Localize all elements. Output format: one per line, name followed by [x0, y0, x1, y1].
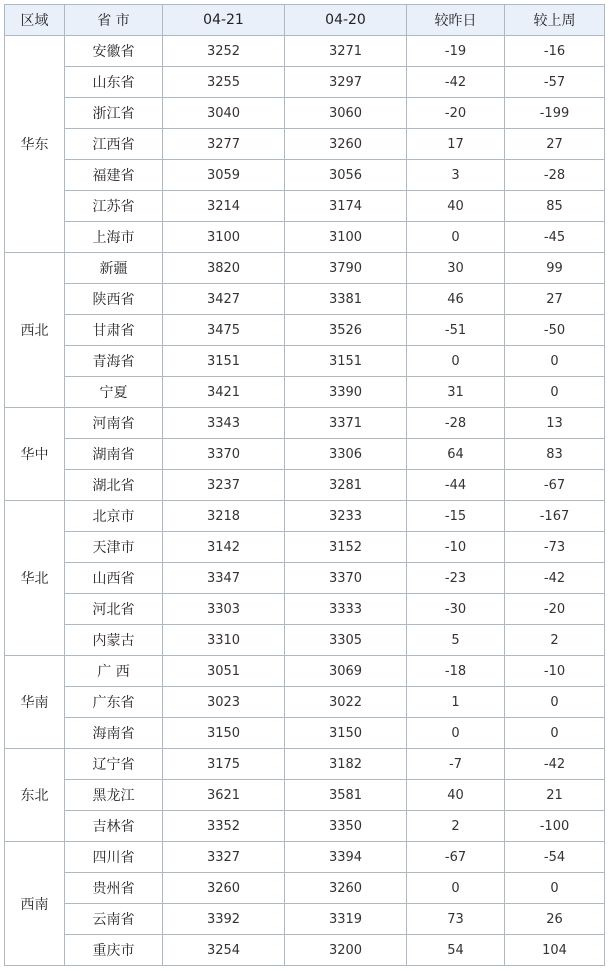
cell-change-vs-last-week: 13	[505, 408, 605, 439]
cell-province: 北京市	[65, 501, 163, 532]
cell-change-vs-yesterday: -10	[407, 532, 505, 563]
cell-region: 西南	[5, 842, 65, 966]
cell-price-date-1: 3142	[163, 532, 285, 563]
cell-price-date-2: 3260	[285, 129, 407, 160]
cell-price-date-1: 3252	[163, 36, 285, 67]
cell-change-vs-yesterday: 40	[407, 191, 505, 222]
cell-price-date-1: 3343	[163, 408, 285, 439]
cell-price-date-1: 3040	[163, 98, 285, 129]
cell-change-vs-last-week: -16	[505, 36, 605, 67]
cell-price-date-1: 3100	[163, 222, 285, 253]
cell-region: 华南	[5, 656, 65, 749]
cell-province: 四川省	[65, 842, 163, 873]
cell-province: 甘肃省	[65, 315, 163, 346]
cell-change-vs-last-week: -100	[505, 811, 605, 842]
cell-price-date-1: 3023	[163, 687, 285, 718]
cell-province: 广 西	[65, 656, 163, 687]
cell-change-vs-yesterday: 2	[407, 811, 505, 842]
cell-price-date-2: 3056	[285, 160, 407, 191]
cell-change-vs-yesterday: 0	[407, 718, 505, 749]
cell-price-date-2: 3182	[285, 749, 407, 780]
cell-province: 黑龙江	[65, 780, 163, 811]
cell-price-date-1: 3303	[163, 594, 285, 625]
cell-price-date-2: 3350	[285, 811, 407, 842]
cell-change-vs-last-week: 104	[505, 935, 605, 966]
cell-change-vs-last-week: -199	[505, 98, 605, 129]
cell-province: 天津市	[65, 532, 163, 563]
cell-change-vs-last-week: -45	[505, 222, 605, 253]
cell-price-date-1: 3254	[163, 935, 285, 966]
cell-price-date-2: 3150	[285, 718, 407, 749]
table-row	[5, 36, 605, 67]
cell-change-vs-yesterday: 0	[407, 222, 505, 253]
header-date-1: 04-21	[163, 5, 285, 36]
cell-price-date-2: 3371	[285, 408, 407, 439]
cell-change-vs-last-week: 27	[505, 284, 605, 315]
cell-province: 河南省	[65, 408, 163, 439]
cell-change-vs-last-week: 2	[505, 625, 605, 656]
cell-price-date-1: 3421	[163, 377, 285, 408]
cell-price-date-1: 3214	[163, 191, 285, 222]
cell-change-vs-yesterday: 73	[407, 904, 505, 935]
cell-province: 浙江省	[65, 98, 163, 129]
cell-price-date-1: 3347	[163, 563, 285, 594]
cell-change-vs-yesterday: 31	[407, 377, 505, 408]
cell-province: 安徽省	[65, 36, 163, 67]
table-row	[5, 129, 605, 160]
cell-region: 西北	[5, 253, 65, 408]
cell-change-vs-last-week: 0	[505, 346, 605, 377]
cell-province: 海南省	[65, 718, 163, 749]
table-row	[5, 563, 605, 594]
cell-change-vs-yesterday: 40	[407, 780, 505, 811]
table-row	[5, 811, 605, 842]
table-row	[5, 67, 605, 98]
cell-change-vs-last-week: 0	[505, 687, 605, 718]
cell-price-date-2: 3022	[285, 687, 407, 718]
cell-price-date-2: 3333	[285, 594, 407, 625]
cell-change-vs-yesterday: -19	[407, 36, 505, 67]
table-row	[5, 904, 605, 935]
cell-change-vs-last-week: -42	[505, 749, 605, 780]
cell-price-date-2: 3306	[285, 439, 407, 470]
cell-price-date-1: 3427	[163, 284, 285, 315]
table-row	[5, 842, 605, 873]
table-row	[5, 377, 605, 408]
cell-price-date-1: 3277	[163, 129, 285, 160]
table-row	[5, 315, 605, 346]
cell-change-vs-last-week: 26	[505, 904, 605, 935]
cell-change-vs-yesterday: 5	[407, 625, 505, 656]
cell-price-date-2: 3790	[285, 253, 407, 284]
cell-province: 陕西省	[65, 284, 163, 315]
table-row	[5, 687, 605, 718]
cell-change-vs-last-week: -67	[505, 470, 605, 501]
cell-price-date-2: 3233	[285, 501, 407, 532]
cell-change-vs-last-week: -10	[505, 656, 605, 687]
table-row	[5, 253, 605, 284]
table-row	[5, 718, 605, 749]
cell-change-vs-last-week: 27	[505, 129, 605, 160]
cell-price-date-2: 3526	[285, 315, 407, 346]
cell-change-vs-yesterday: -30	[407, 594, 505, 625]
cell-change-vs-yesterday: -23	[407, 563, 505, 594]
cell-change-vs-yesterday: 30	[407, 253, 505, 284]
cell-change-vs-last-week: -20	[505, 594, 605, 625]
cell-change-vs-last-week: -54	[505, 842, 605, 873]
cell-province: 新疆	[65, 253, 163, 284]
cell-change-vs-last-week: -167	[505, 501, 605, 532]
cell-change-vs-last-week: -28	[505, 160, 605, 191]
table-header	[5, 5, 605, 36]
cell-change-vs-yesterday: -51	[407, 315, 505, 346]
cell-change-vs-yesterday: -7	[407, 749, 505, 780]
table-row	[5, 408, 605, 439]
table-row	[5, 501, 605, 532]
cell-price-date-2: 3200	[285, 935, 407, 966]
cell-price-date-1: 3151	[163, 346, 285, 377]
cell-change-vs-yesterday: 46	[407, 284, 505, 315]
cell-province: 宁夏	[65, 377, 163, 408]
cell-province: 贵州省	[65, 873, 163, 904]
cell-change-vs-yesterday: 3	[407, 160, 505, 191]
cell-province: 青海省	[65, 346, 163, 377]
cell-price-date-2: 3394	[285, 842, 407, 873]
cell-change-vs-last-week: -57	[505, 67, 605, 98]
cell-region: 华东	[5, 36, 65, 253]
table-row	[5, 594, 605, 625]
cell-change-vs-last-week: 0	[505, 377, 605, 408]
cell-price-date-2: 3370	[285, 563, 407, 594]
cell-change-vs-yesterday: 64	[407, 439, 505, 470]
header-province: 省 市	[65, 5, 163, 36]
cell-change-vs-yesterday: -18	[407, 656, 505, 687]
cell-price-date-1: 3051	[163, 656, 285, 687]
cell-province: 山西省	[65, 563, 163, 594]
cell-price-date-2: 3271	[285, 36, 407, 67]
table-row	[5, 656, 605, 687]
cell-price-date-2: 3390	[285, 377, 407, 408]
table-row	[5, 780, 605, 811]
cell-price-date-1: 3820	[163, 253, 285, 284]
cell-change-vs-yesterday: 0	[407, 346, 505, 377]
cell-change-vs-last-week: 0	[505, 873, 605, 904]
cell-change-vs-last-week: -73	[505, 532, 605, 563]
table-row	[5, 284, 605, 315]
cell-price-date-1: 3218	[163, 501, 285, 532]
table-row	[5, 346, 605, 377]
cell-price-date-2: 3319	[285, 904, 407, 935]
cell-price-date-2: 3297	[285, 67, 407, 98]
header-region: 区域	[5, 5, 65, 36]
cell-province: 山东省	[65, 67, 163, 98]
cell-change-vs-last-week: 0	[505, 718, 605, 749]
cell-price-date-2: 3305	[285, 625, 407, 656]
cell-price-date-2: 3100	[285, 222, 407, 253]
header-date-2: 04-20	[285, 5, 407, 36]
cell-price-date-2: 3281	[285, 470, 407, 501]
cell-province: 辽宁省	[65, 749, 163, 780]
cell-change-vs-yesterday: -20	[407, 98, 505, 129]
table-row	[5, 532, 605, 563]
price-table	[4, 4, 605, 966]
cell-change-vs-yesterday: -15	[407, 501, 505, 532]
cell-change-vs-yesterday: 0	[407, 873, 505, 904]
cell-region: 华北	[5, 501, 65, 656]
cell-price-date-2: 3060	[285, 98, 407, 129]
cell-province: 江西省	[65, 129, 163, 160]
cell-region: 东北	[5, 749, 65, 842]
cell-province: 广东省	[65, 687, 163, 718]
table-row	[5, 470, 605, 501]
table-row	[5, 625, 605, 656]
table-row	[5, 439, 605, 470]
cell-province: 云南省	[65, 904, 163, 935]
cell-price-date-1: 3621	[163, 780, 285, 811]
cell-price-date-1: 3475	[163, 315, 285, 346]
cell-change-vs-last-week: 83	[505, 439, 605, 470]
table-row	[5, 160, 605, 191]
cell-price-date-2: 3069	[285, 656, 407, 687]
cell-price-date-1: 3352	[163, 811, 285, 842]
cell-price-date-1: 3255	[163, 67, 285, 98]
cell-price-date-2: 3151	[285, 346, 407, 377]
cell-province: 内蒙古	[65, 625, 163, 656]
header-vs-yesterday: 较昨日	[407, 5, 505, 36]
cell-price-date-2: 3174	[285, 191, 407, 222]
cell-province: 上海市	[65, 222, 163, 253]
cell-change-vs-yesterday: -44	[407, 470, 505, 501]
cell-price-date-2: 3381	[285, 284, 407, 315]
table-row	[5, 191, 605, 222]
cell-province: 湖北省	[65, 470, 163, 501]
cell-price-date-1: 3260	[163, 873, 285, 904]
cell-price-date-1: 3327	[163, 842, 285, 873]
cell-change-vs-last-week: 85	[505, 191, 605, 222]
table-row	[5, 873, 605, 904]
table-row	[5, 935, 605, 966]
cell-change-vs-yesterday: -28	[407, 408, 505, 439]
cell-province: 河北省	[65, 594, 163, 625]
header-vs-last-week: 较上周	[505, 5, 605, 36]
cell-province: 重庆市	[65, 935, 163, 966]
cell-change-vs-yesterday: -42	[407, 67, 505, 98]
cell-province: 吉林省	[65, 811, 163, 842]
cell-price-date-1: 3059	[163, 160, 285, 191]
cell-price-date-1: 3175	[163, 749, 285, 780]
cell-price-date-1: 3392	[163, 904, 285, 935]
table-body	[5, 36, 605, 966]
cell-province: 湖南省	[65, 439, 163, 470]
table-row	[5, 749, 605, 780]
cell-price-date-2: 3581	[285, 780, 407, 811]
cell-change-vs-last-week: 99	[505, 253, 605, 284]
cell-change-vs-last-week: -50	[505, 315, 605, 346]
cell-price-date-1: 3237	[163, 470, 285, 501]
cell-price-date-1: 3150	[163, 718, 285, 749]
cell-change-vs-last-week: 21	[505, 780, 605, 811]
header-row	[5, 5, 605, 36]
cell-price-date-1: 3370	[163, 439, 285, 470]
cell-price-date-2: 3260	[285, 873, 407, 904]
cell-province: 江苏省	[65, 191, 163, 222]
cell-price-date-1: 3310	[163, 625, 285, 656]
cell-price-date-2: 3152	[285, 532, 407, 563]
cell-change-vs-yesterday: 1	[407, 687, 505, 718]
cell-change-vs-last-week: -42	[505, 563, 605, 594]
cell-province: 福建省	[65, 160, 163, 191]
table-row	[5, 222, 605, 253]
table-row	[5, 98, 605, 129]
cell-change-vs-yesterday: -67	[407, 842, 505, 873]
cell-change-vs-yesterday: 54	[407, 935, 505, 966]
cell-region: 华中	[5, 408, 65, 501]
cell-change-vs-yesterday: 17	[407, 129, 505, 160]
